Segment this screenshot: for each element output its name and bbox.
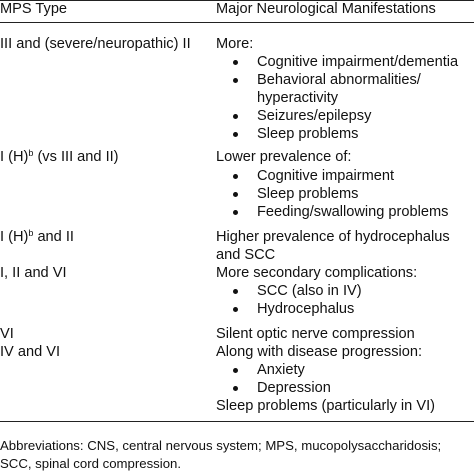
bullet-icon bbox=[233, 210, 238, 215]
bullet-icon bbox=[233, 114, 238, 119]
row-type: IV and VI bbox=[0, 344, 61, 360]
header-mps-type: MPS Type bbox=[0, 1, 68, 17]
row-lead: More secondary complications: bbox=[216, 265, 418, 281]
bullet-icon bbox=[233, 386, 238, 391]
header-bottom-rule bbox=[0, 22, 474, 23]
header-manifestations: Major Neurological Manifestations bbox=[216, 1, 436, 17]
bullet-icon bbox=[233, 192, 238, 197]
bullet-icon bbox=[233, 368, 238, 373]
footnote-marker: b bbox=[28, 228, 34, 238]
list-item: Seizures/epilepsy bbox=[257, 108, 372, 124]
row-lead: Along with disease progression: bbox=[216, 344, 423, 360]
bullet-icon bbox=[233, 132, 238, 137]
row-tail: Sleep problems (particularly in VI) bbox=[216, 398, 435, 414]
bullet-icon bbox=[233, 174, 238, 179]
row-lead: Higher prevalence of hydrocephalus bbox=[216, 229, 450, 245]
list-item: Cognitive impairment/dementia bbox=[257, 54, 459, 70]
list-item: Hydrocephalus bbox=[257, 301, 355, 317]
row-type bbox=[0, 228, 74, 246]
list-item: SCC (also in IV) bbox=[257, 283, 362, 299]
row-type bbox=[0, 148, 119, 166]
row-lead-continuation: and SCC bbox=[216, 247, 276, 263]
row-type: III and (severe/neuropathic) II bbox=[0, 36, 191, 52]
list-item: Cognitive impairment bbox=[257, 168, 395, 184]
row-lead: Silent optic nerve compression bbox=[216, 326, 415, 342]
row-lead: Lower prevalence of: bbox=[216, 149, 352, 165]
bullet-icon bbox=[233, 78, 238, 83]
bullet-icon bbox=[233, 289, 238, 294]
list-item: Feeding/swallowing problems bbox=[257, 204, 449, 220]
list-item: Anxiety bbox=[257, 362, 305, 378]
footnote-marker: b bbox=[28, 148, 34, 158]
row-type: VI bbox=[0, 326, 14, 342]
row-type-suffix: and II bbox=[33, 229, 74, 245]
footnote-line-1: Abbreviations: CNS, central nervous system; MPS, mucopolysaccharidosis; bbox=[0, 438, 442, 453]
list-item-continuation: hyperactivity bbox=[257, 90, 339, 106]
row-lead: More: bbox=[216, 36, 254, 52]
row-type-prefix: I (H) bbox=[0, 229, 29, 245]
list-item: Depression bbox=[257, 380, 331, 396]
bullet-icon bbox=[233, 60, 238, 65]
list-item: Sleep problems bbox=[257, 186, 359, 202]
bullet-icon bbox=[233, 307, 238, 312]
footnote-line-2: SCC, spinal cord compression. bbox=[0, 456, 182, 471]
row-type: I, II and VI bbox=[0, 265, 67, 281]
table-bottom-rule bbox=[0, 421, 474, 422]
row-type-suffix: (vs III and II) bbox=[33, 149, 119, 165]
list-item: Behavioral abnormalities/ bbox=[257, 72, 421, 88]
list-item: Sleep problems bbox=[257, 126, 359, 142]
row-type-prefix: I (H) bbox=[0, 149, 29, 165]
